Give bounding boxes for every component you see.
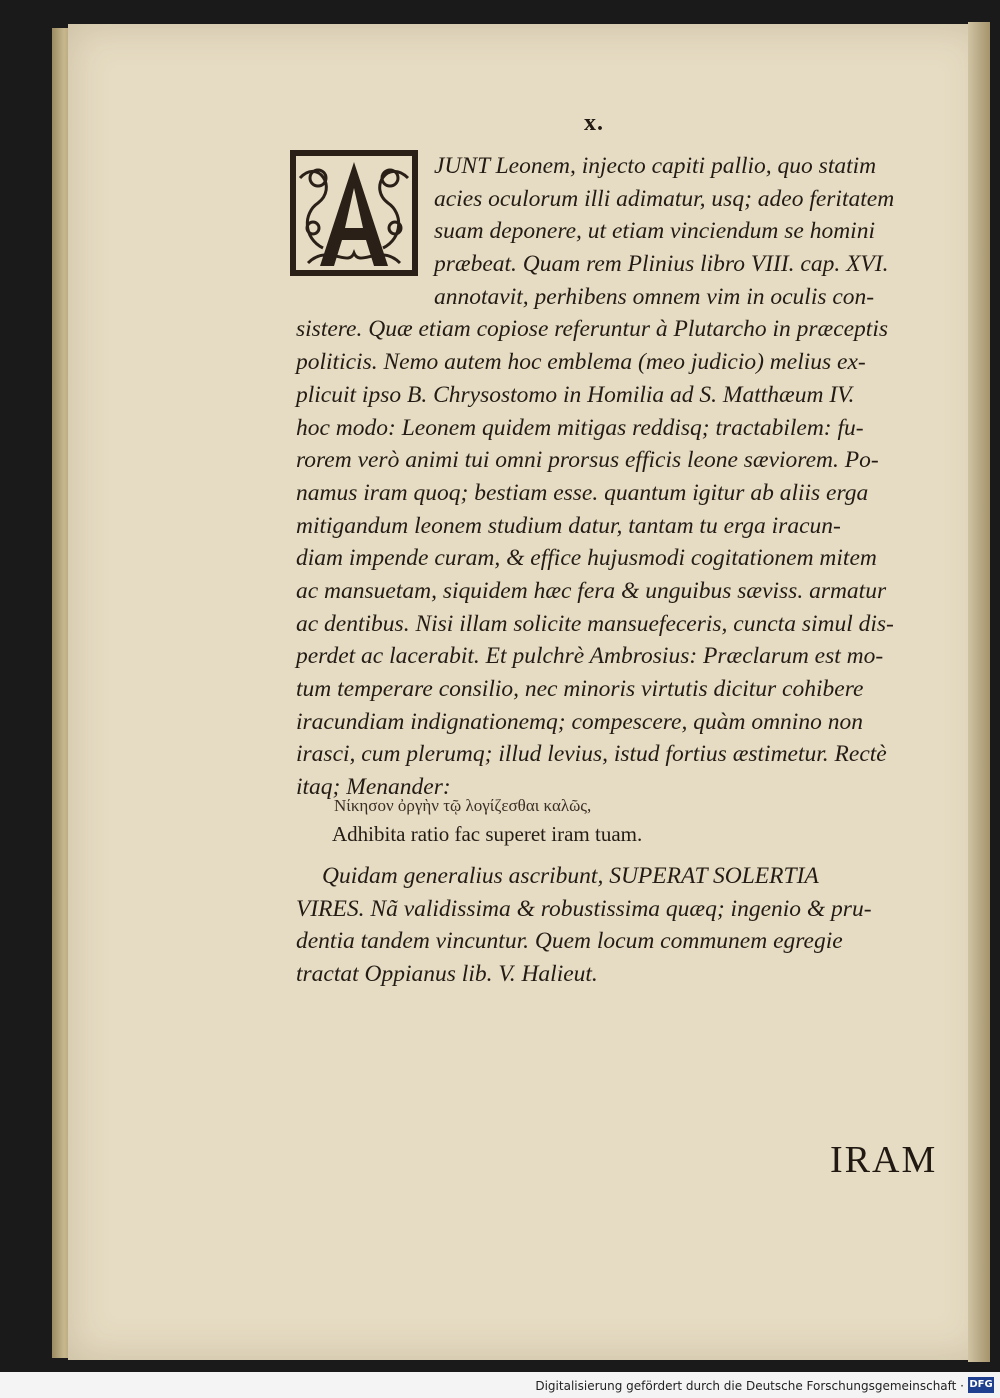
- latin-quote: Adhibita ratio fac superet iram tuam.: [332, 822, 643, 846]
- text-line: dentia tandem vincuntur. Quem locum communem egregie: [296, 928, 843, 955]
- text-line: ac dentibus. Nisi illam solicite mansuefeceris, cuncta simul dis-: [296, 610, 894, 637]
- text-line: plicuit ipso B. Chrysostomo in Homilia ad S. Matthæum IV.: [296, 381, 855, 408]
- text-line: præbeat. Quam rem Plinius libro VIII. cap. XVI.: [434, 251, 889, 278]
- text-line: perdet ac lacerabit. Et pulchrè Ambrosius: Præclarum est mo-: [296, 643, 884, 670]
- page-edge-right: [968, 22, 990, 1362]
- text-line: irasci, cum plerumq; illud levius, istud fortius æstimetur. Rectè: [296, 741, 887, 768]
- text-line: sistere. Quæ etiam copiose referuntur à Plutarcho in præceptis: [296, 316, 889, 343]
- text-line: Quidam generalius ascribunt, SUPERAT SOLERTIA: [322, 863, 819, 889]
- text-line: rorem verò animi tui omni prorsus efficis leone sæviorem. Po-: [296, 447, 879, 474]
- catchword: IRAM: [830, 1139, 938, 1181]
- footer-bar: [0, 1372, 1000, 1398]
- text-line: tractat Oppianus lib. V. Halieut.: [296, 961, 598, 988]
- text-line: iracundiam indignationemq; compescere, quàm omnino non: [296, 708, 863, 735]
- text-line: namus iram quoq; bestiam esse. quantum igitur ab aliis erga: [296, 479, 869, 506]
- text-line: ac mansuetam, siquidem hæc fera & unguibus sæviss. armatur: [296, 577, 887, 604]
- text-line: politicis. Nemo autem hoc emblema (meo judicio) melius ex-: [296, 349, 866, 376]
- footer-credit: Digitalisierung gefördert durch die Deutsche Forschungsgemeinschaft ·: [535, 1379, 964, 1393]
- text-line: hoc modo: Leonem quidem mitigas reddisq; tractabilem: fu-: [296, 414, 864, 441]
- text-line: suam deponere, ut etiam vinciendum se homini: [434, 218, 875, 245]
- text-line: diam impende curam, & effice hujusmodi cogitationem mitem: [296, 545, 877, 572]
- page-number: x.: [584, 110, 604, 136]
- text-line: mitigandum leonem studium datur, tantam tu erga iracun-: [296, 512, 841, 539]
- main-paragraph: [296, 150, 946, 804]
- text-line: itaq; Menander:: [296, 774, 451, 801]
- text-line: JUNT Leonem, injecto capiti pallio, quo statim: [434, 153, 877, 179]
- text-line: tum temperare consilio, nec minoris virtutis dicitur cohibere: [296, 676, 864, 702]
- second-paragraph: [296, 860, 946, 991]
- text-line: acies oculorum illi adimatur, usq; adeo feritatem: [434, 185, 895, 212]
- greek-quote: Νίκησον ὀργὴν τῷ λογίζεσθαι καλῶς,: [334, 796, 592, 815]
- text-line: annotavit, perhibens omnem vim in oculis con-: [434, 283, 875, 310]
- dfg-logo-icon[interactable]: DFG: [968, 1377, 994, 1393]
- text-line: VIRES. Nã validissima & robustissima quæq; ingenio & pru-: [296, 895, 872, 922]
